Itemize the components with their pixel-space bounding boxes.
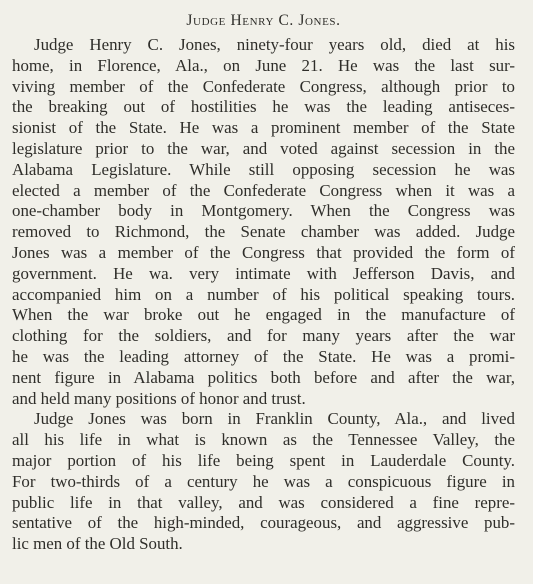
paragraph-line: elected a member of the Confederate Congress when it was a bbox=[12, 180, 515, 200]
paragraph-line: all his life in what is known as the Tennessee Valley, the bbox=[12, 430, 515, 450]
paragraph-line: removed to Richmond, the Senate chamber was added. Judge bbox=[12, 222, 515, 242]
paragraph-line: Judge Jones was born in Franklin County, Ala., and lived bbox=[34, 409, 515, 429]
paragraph-line: When the war broke out he engaged in the manufacture of bbox=[12, 305, 515, 325]
article-body bbox=[12, 35, 515, 555]
paragraph-line: For two-thirds of a century he was a conspicuous figure in bbox=[12, 471, 515, 491]
paragraph-line: Judge Henry C. Jones, ninety-four years old, died at his bbox=[34, 35, 515, 54]
paragraph-line: and held many positions of honor and trust. bbox=[12, 388, 306, 408]
paragraph-line: sionist of the State. He was a prominent member of the State bbox=[12, 118, 515, 138]
paragraph-line: nent figure in Alabama politics both before and after the war, bbox=[12, 367, 515, 387]
paragraph-line: he was the leading attorney of the State. He was a promi- bbox=[12, 346, 515, 366]
paragraph-line: the breaking out of hostilities he was the leading antiseces- bbox=[12, 97, 515, 117]
paragraph-line: one-chamber body in Montgomery. When the Congress was bbox=[12, 201, 515, 221]
paragraph-line: Jones was a member of the Congress that provided the form of bbox=[12, 242, 515, 262]
paragraph-line: Alabama Legislature. While still opposing secession he was bbox=[12, 159, 515, 179]
paragraph-line: viving member of the Confederate Congress, although prior to bbox=[12, 76, 515, 96]
paragraph-line: sentative of the high-minded, courageous, and aggressive pub- bbox=[12, 513, 515, 533]
paragraph-line: home, in Florence, Ala., on June 21. He was the last sur- bbox=[12, 55, 515, 75]
paragraph-line: public life in that valley, and was considered a fine repre- bbox=[12, 492, 515, 512]
paragraph-line: clothing for the soldiers, and for many years after the war bbox=[12, 326, 515, 346]
article-title-text: Judge Henry C. Jones. bbox=[186, 12, 341, 29]
paragraph-1 bbox=[12, 35, 515, 409]
paragraph-line: government. He wa. very intimate with Jefferson Davis, and bbox=[12, 263, 515, 283]
paragraph-line: accompanied him on a number of his political speaking tours. bbox=[12, 284, 515, 304]
paragraph-line: legislature prior to the war, and voted against secession in the bbox=[12, 138, 515, 158]
article-title bbox=[12, 10, 515, 32]
paragraph-2 bbox=[12, 409, 515, 555]
paragraph-line: major portion of his life being spent in Lauderdale County. bbox=[12, 450, 515, 470]
paragraph-line: lic men of the Old South. bbox=[12, 534, 183, 554]
